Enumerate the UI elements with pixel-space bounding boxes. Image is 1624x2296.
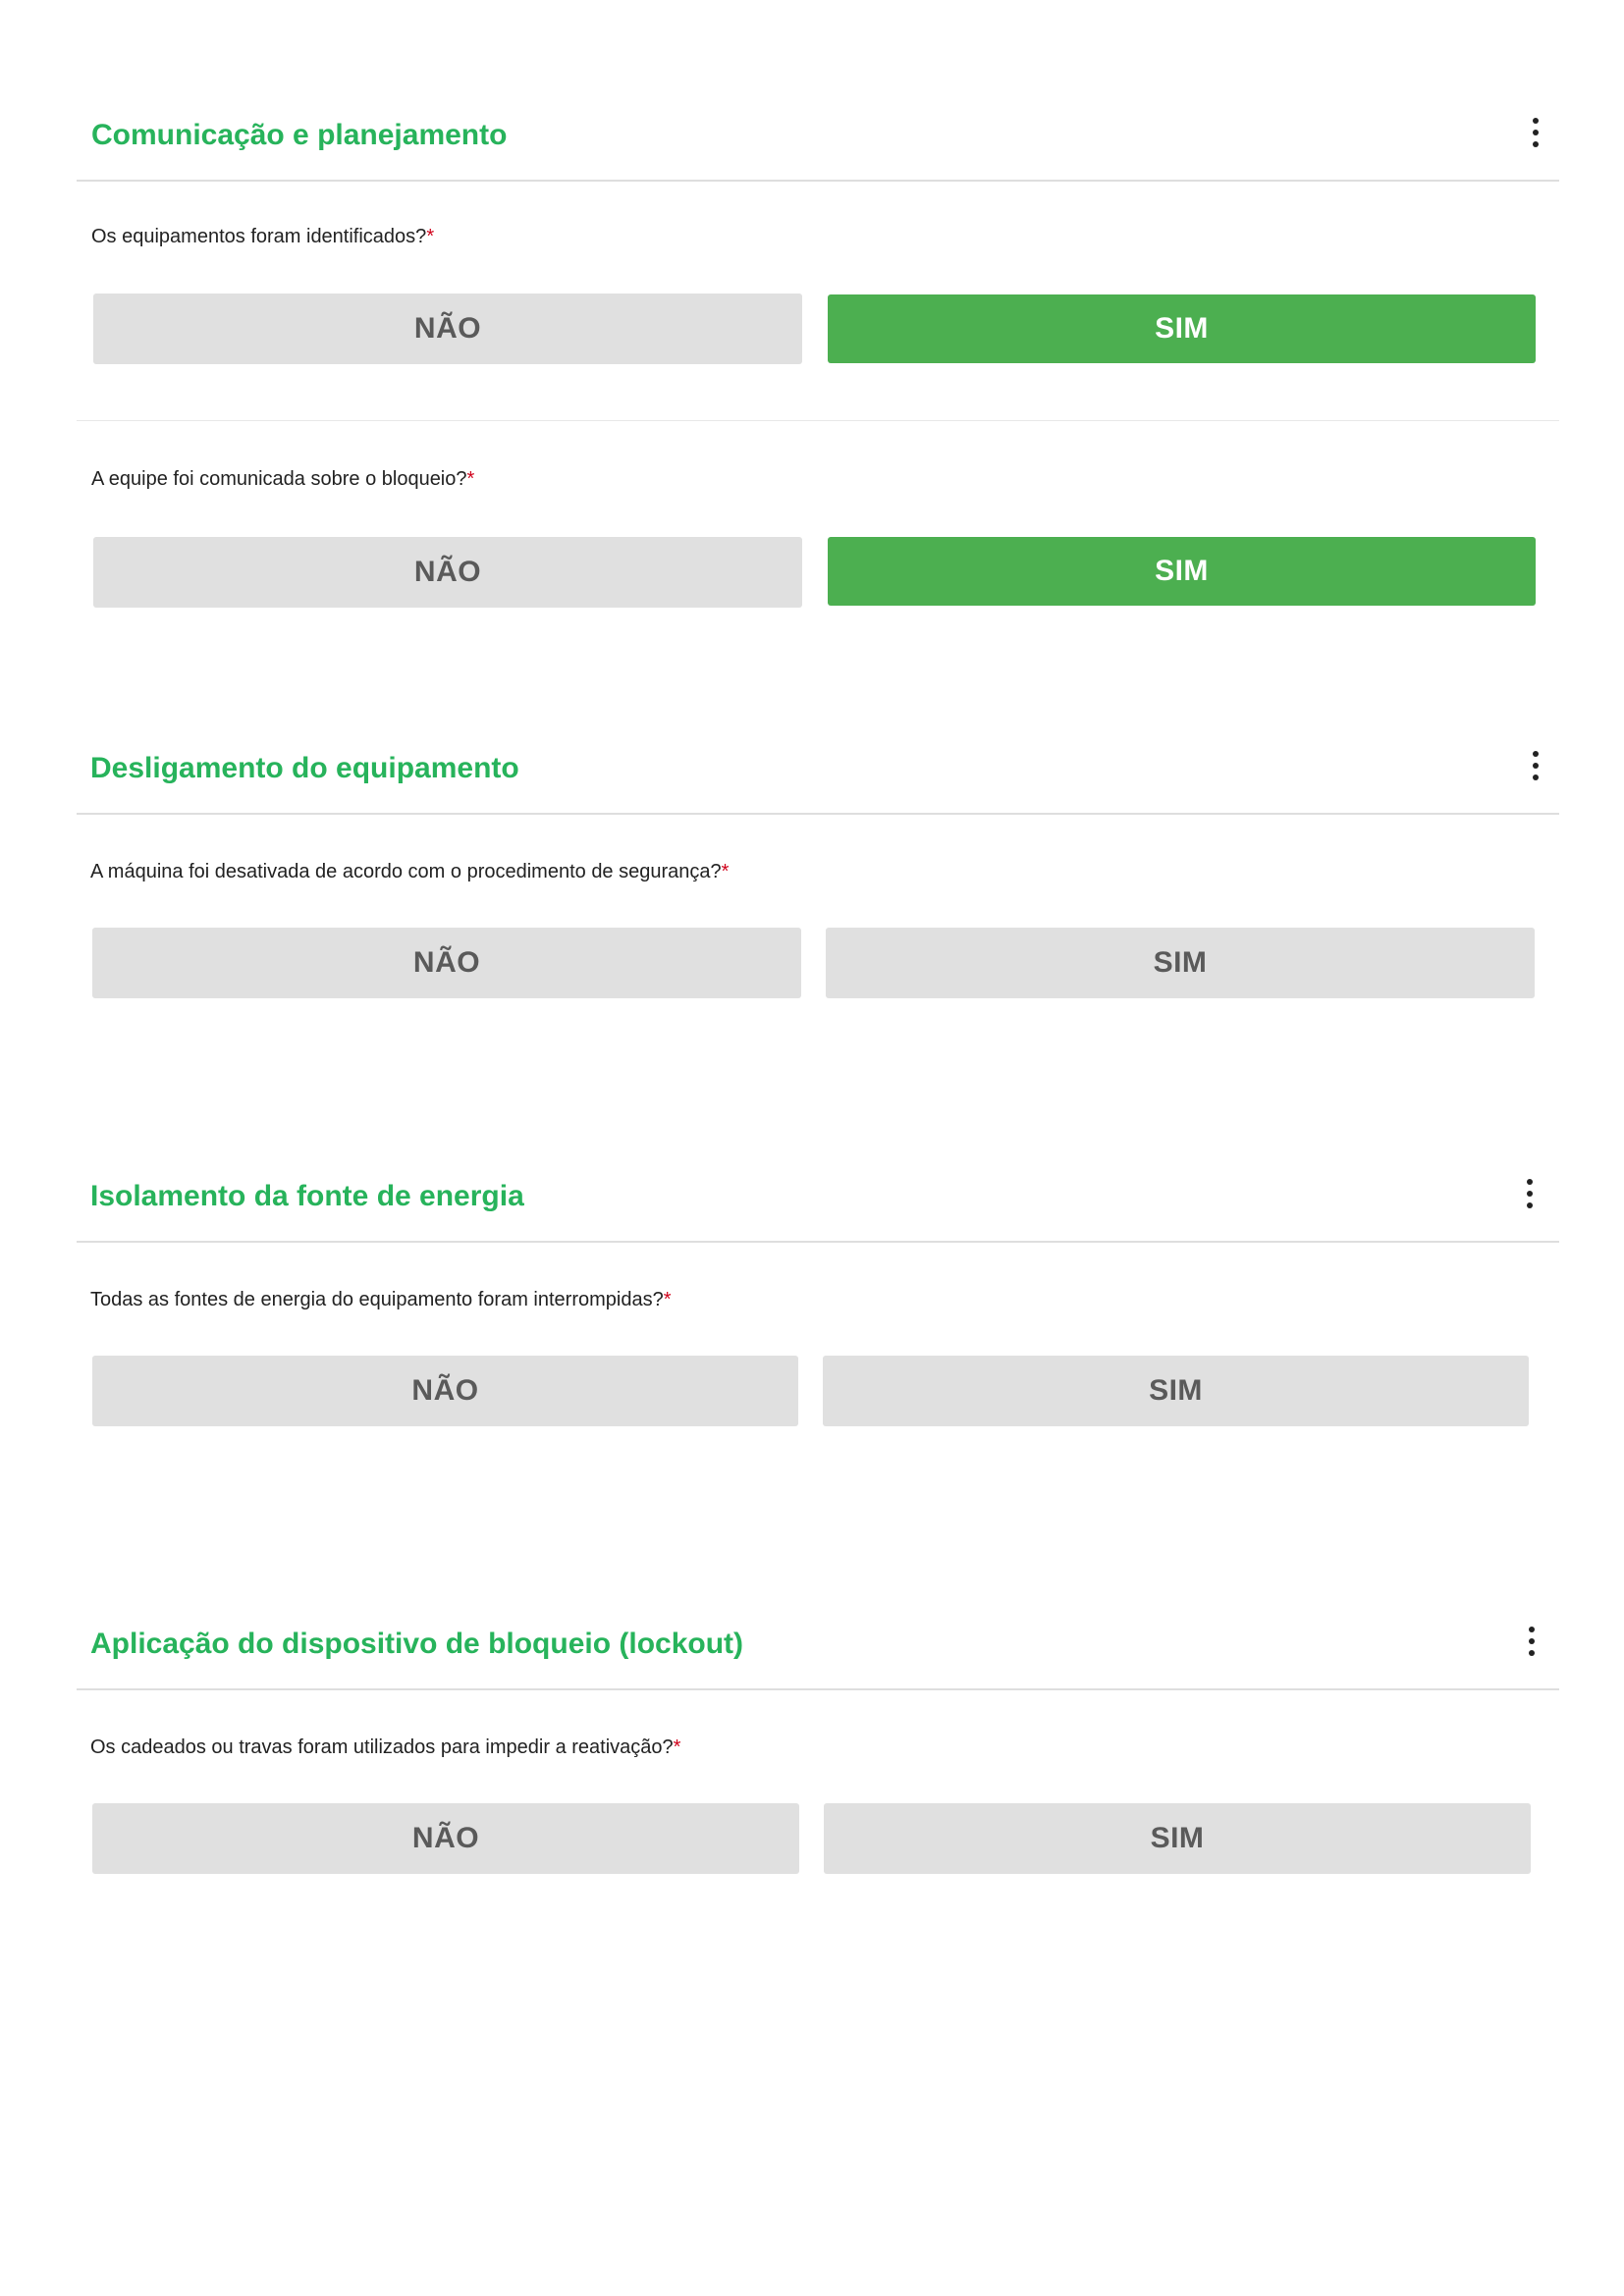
no-button[interactable]: NÃO <box>93 537 802 608</box>
section-title: Isolamento da fonte de energia <box>90 1180 524 1212</box>
section-desligamento <box>77 717 1559 1011</box>
more-vertical-icon[interactable] <box>1516 1172 1543 1215</box>
section-title: Aplicação do dispositivo de bloqueio (lockout) <box>90 1628 744 1660</box>
no-button[interactable]: NÃO <box>92 1356 798 1426</box>
question-label: Todas as fontes de energia do equipamento foram interrompidas?* <box>90 1289 672 1310</box>
question-label: A máquina foi desativada de acordo com o procedimento de segurança?* <box>90 861 730 882</box>
no-button[interactable]: NÃO <box>92 928 801 998</box>
divider <box>77 1688 1559 1690</box>
section-comunicacao <box>77 83 1559 618</box>
section-title: Desligamento do equipamento <box>90 752 519 784</box>
section-header <box>77 83 1559 187</box>
yes-button[interactable]: SIM <box>823 1356 1529 1426</box>
section-isolamento <box>77 1145 1559 1439</box>
required-mark: * <box>663 1289 672 1310</box>
question-label: Os cadeados ou travas foram utilizados para impedir a reativação?* <box>90 1736 681 1758</box>
more-vertical-icon[interactable] <box>1522 111 1549 154</box>
section-title: Comunicação e planejamento <box>91 119 508 151</box>
more-vertical-icon[interactable] <box>1518 1620 1545 1663</box>
no-button[interactable]: NÃO <box>92 1803 799 1874</box>
section-header <box>77 1145 1559 1248</box>
question-label: Os equipamentos foram identificados?* <box>91 226 435 247</box>
yes-button[interactable]: SIM <box>828 537 1536 606</box>
yes-button[interactable]: SIM <box>824 1803 1531 1874</box>
more-vertical-icon[interactable] <box>1522 744 1549 787</box>
section-header <box>77 1592 1559 1695</box>
divider <box>77 1241 1559 1243</box>
question-label: A equipe foi comunicada sobre o bloqueio?* <box>91 468 475 490</box>
required-mark: * <box>426 226 435 247</box>
required-mark: * <box>721 861 730 882</box>
section-header <box>77 717 1559 820</box>
required-mark: * <box>466 468 475 490</box>
divider <box>77 180 1559 182</box>
required-mark: * <box>673 1736 681 1758</box>
divider <box>77 813 1559 815</box>
divider <box>77 420 1559 421</box>
yes-button[interactable]: SIM <box>828 294 1536 363</box>
yes-button[interactable]: SIM <box>826 928 1535 998</box>
no-button[interactable]: NÃO <box>93 294 802 364</box>
section-aplicacao <box>77 1592 1559 1887</box>
